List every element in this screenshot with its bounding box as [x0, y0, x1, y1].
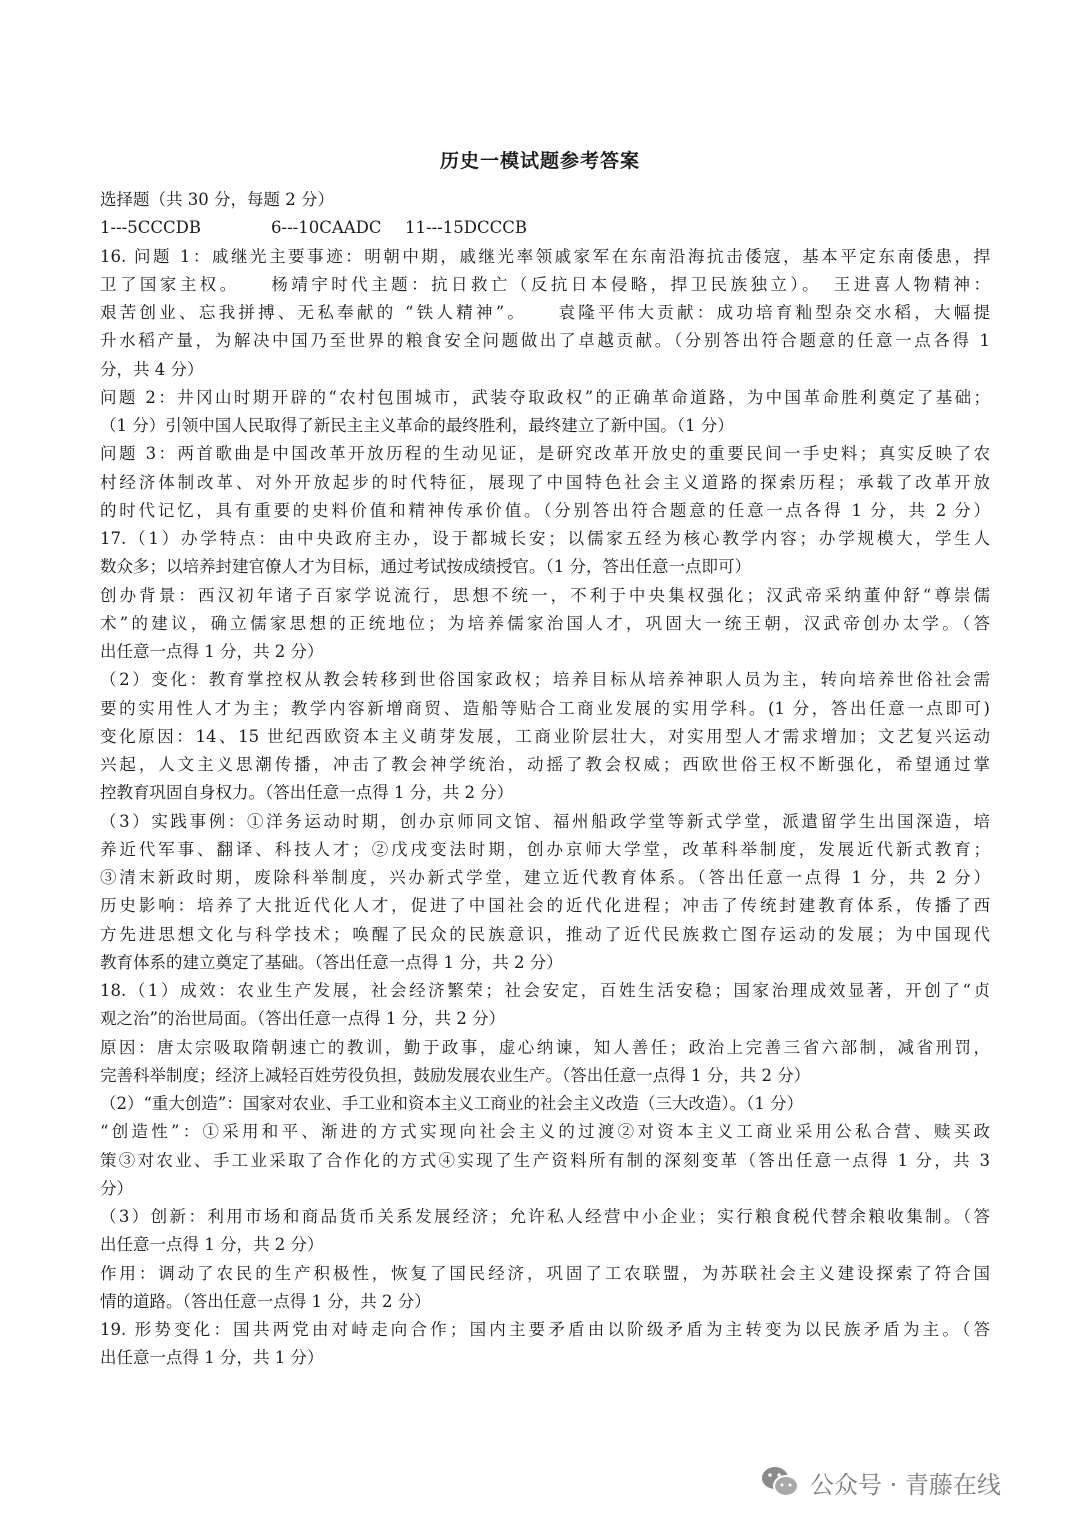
- text-line: 17.（1）办学特点：由中央政府主办，设于都城长安；以儒家五经为核心教学内容；办学规模大，学生人: [100, 529, 990, 548]
- text-line: 卫了国家主权。 杨靖宇时代主题：抗日救亡（反抗日本侵略，捍卫民族独立）。 王进喜人物精神：: [100, 274, 990, 294]
- text-line: 升水稻产量，为解决中国乃至世界的粮食安全问题做出了卓越贡献。（分别答出符合题意的任意一点各得 1: [100, 331, 990, 351]
- mcq-group: 1---5CCCDB: [100, 218, 201, 238]
- page-title: 历史一模试题参考答案: [439, 150, 640, 172]
- watermark: [760, 1462, 1001, 1502]
- mcq-group: 11---15DCCCB: [405, 218, 527, 238]
- text-line: 16. 问题 1：戚继光主要事迹：明朝中期，戚继光率领戚家军在东南沿海抗击倭寇，基本平定东南倭患，捍: [100, 246, 990, 266]
- mcq-group: 6---10CAADC: [271, 218, 382, 238]
- text-line: 术”的建议，确立儒家思想的正统地位；为培养儒家治国人才，巩固大一统王朝，汉武帝创办太学。（答: [100, 613, 990, 633]
- text-line: 养近代军事、翻译、科技人才；②戊戌变法时期，创办京师大学堂，改革科举制度，发展近代新式教育；: [100, 839, 990, 859]
- text-line: 情的道路。（答出任意一点得 1 分，共 2 分）: [100, 1291, 431, 1311]
- text-line: 要的实用性人才为主；教学内容新增商贸、造船等贴合工商业发展的实用学科。(1 分，答出任意一点即可): [100, 698, 990, 718]
- wechat-icon: [760, 1465, 800, 1499]
- text-line: 控教育巩固自身权力。（答出任意一点得 1 分，共 2 分）: [100, 783, 514, 803]
- text-line: 兴起，人文主义思潮传播，冲击了教会神学统治，动摇了教会权威；西欧世俗王权不断强化，希望通过掌: [100, 755, 990, 774]
- text-line: 变化原因：14、15 世纪西欧资本主义萌芽发展，工商业阶层壮大，对实用型人才需求增加；文艺复兴运动: [100, 726, 990, 746]
- text-line: 创办背景：西汉初年诸子百家学说流行，思想不统一，不利于中央集权强化；汉武帝采纳董仲舒“尊崇儒: [100, 585, 990, 605]
- text-line: （1 分）引领中国人民取得了新民主主义革命的最终胜利，最终建立了新中国。（1 分）: [100, 416, 734, 435]
- text-line: 的时代记忆，具有重要的史料价值和精神传承价值。（分别答出符合题意的任意一点各得 1 分，共 2 分）: [100, 500, 990, 520]
- text-line: 观之治”的治世局面。（答出任意一点得 1 分，共 2 分）: [100, 1009, 506, 1029]
- text-line: 分）: [100, 1178, 133, 1198]
- text-line: 作用：调动了农民的生产积极性，恢复了国民经济，巩固了工农联盟，为苏联社会主义建设探索了符合国: [100, 1263, 990, 1283]
- text-line: 出任意一点得 1 分，共 2 分）: [100, 1235, 324, 1255]
- text-line: ③清末新政时期，废除科举制度，兴办新式学堂，建立近代教育体系。（答出任意一点得 1 分，共 2 分）: [100, 868, 990, 887]
- text-line: 策③对农业、手工业采取了合作化的方式④实现了生产资料所有制的深刻变革（答出任意一点得 1 分，共 3: [100, 1150, 990, 1170]
- text-line: 出任意一点得 1 分，共 1 分）: [100, 1348, 324, 1368]
- answer-body: [100, 186, 990, 1373]
- text-line: 18.（1）成效：农业生产发展，社会经济繁荣；社会安定，百姓生活安稳；国家治理成效显著，开创了“贞: [100, 981, 990, 1000]
- text-line: 完善科举制度；经济上减轻百姓劳役负担，鼓励发展农业生产。（答出任意一点得 1 分，共 2 分）: [100, 1065, 811, 1085]
- watermark-label: 公众号 · 青藤在线: [810, 1470, 1001, 1499]
- text-line: 原因：唐太宗吸取隋朝速亡的教训，勤于政事，虚心纳谏，知人善任；政治上完善三省六部制，减省刑罚，: [100, 1037, 990, 1057]
- text-line: （2）变化：教育掌控权从教会转移到世俗国家政权；培养目标从培养神职人员为主，转向培养世俗社会需: [100, 670, 990, 690]
- text-line: 方先进思想文化与科学技术；唤醒了民众的民族意识，推动了近代民族救亡图存运动的发展；为中国现代: [100, 924, 990, 944]
- text-line: （3）实践事例：①洋务运动时期，创办京师同文馆、福州船政学堂等新式学堂，派遣留学生出国深造，培: [100, 811, 990, 831]
- text-line: 问题 2：井冈山时期开辟的“农村包围城市，武装夺取政权”的正确革命道路，为中国革命胜利奠定了基础；: [100, 387, 990, 407]
- text-line: 出任意一点得 1 分，共 2 分）: [100, 642, 324, 661]
- text-line: 选择题（共 30 分，每题 2 分）: [100, 190, 334, 209]
- text-line: 艰苦创业、忘我拼搏、无私奉献的 “铁人精神”。 袁隆平伟大贡献：成功培育籼型杂交水稻，大幅提: [100, 303, 990, 322]
- text-line: （3）创新：利用市场和商品货币关系发展经济；允许私人经营中小企业；实行粮食税代替余粮收集制。（答: [100, 1207, 990, 1226]
- text-line: 问题 3：两首歌曲是中国改革开放历程的生动见证，是研究改革开放史的重要民间一手史料；真实反映了农: [100, 444, 990, 464]
- text-line: （2）“重大创造”：国家对农业、手工业和资本主义工商业的社会主义改造（三大改造）。（1 分）: [100, 1094, 804, 1113]
- text-line: 村经济体制改革、对外开放起步的时代特征，展现了中国特色社会主义道路的探索历程；承载了改革开放: [100, 472, 990, 492]
- text-line: 分，共 4 分）: [100, 359, 204, 379]
- text-line: 19. 形势变化：国共两党由对峙走向合作；国内主要矛盾由以阶级矛盾为主转变为以民族矛盾为主。（答: [100, 1320, 990, 1339]
- text-line: 历史影响：培养了大批近代化人才，促进了中国社会的近代化进程；冲击了传统封建教育体系，传播了西: [100, 896, 990, 916]
- text-line: “创造性”：①采用和平、渐进的方式实现向社会主义的过渡②对资本主义工商业采用公私合营、赎买政: [100, 1122, 990, 1142]
- mcq-answers: [100, 214, 990, 242]
- text-line: 教育体系的建立奠定了基础。（答出任意一点得 1 分，共 2 分）: [100, 952, 563, 972]
- text-line: 数众多；以培养封建官僚人才为目标，通过考试按成绩授官。（1 分，答出任意一点即可）: [100, 557, 751, 577]
